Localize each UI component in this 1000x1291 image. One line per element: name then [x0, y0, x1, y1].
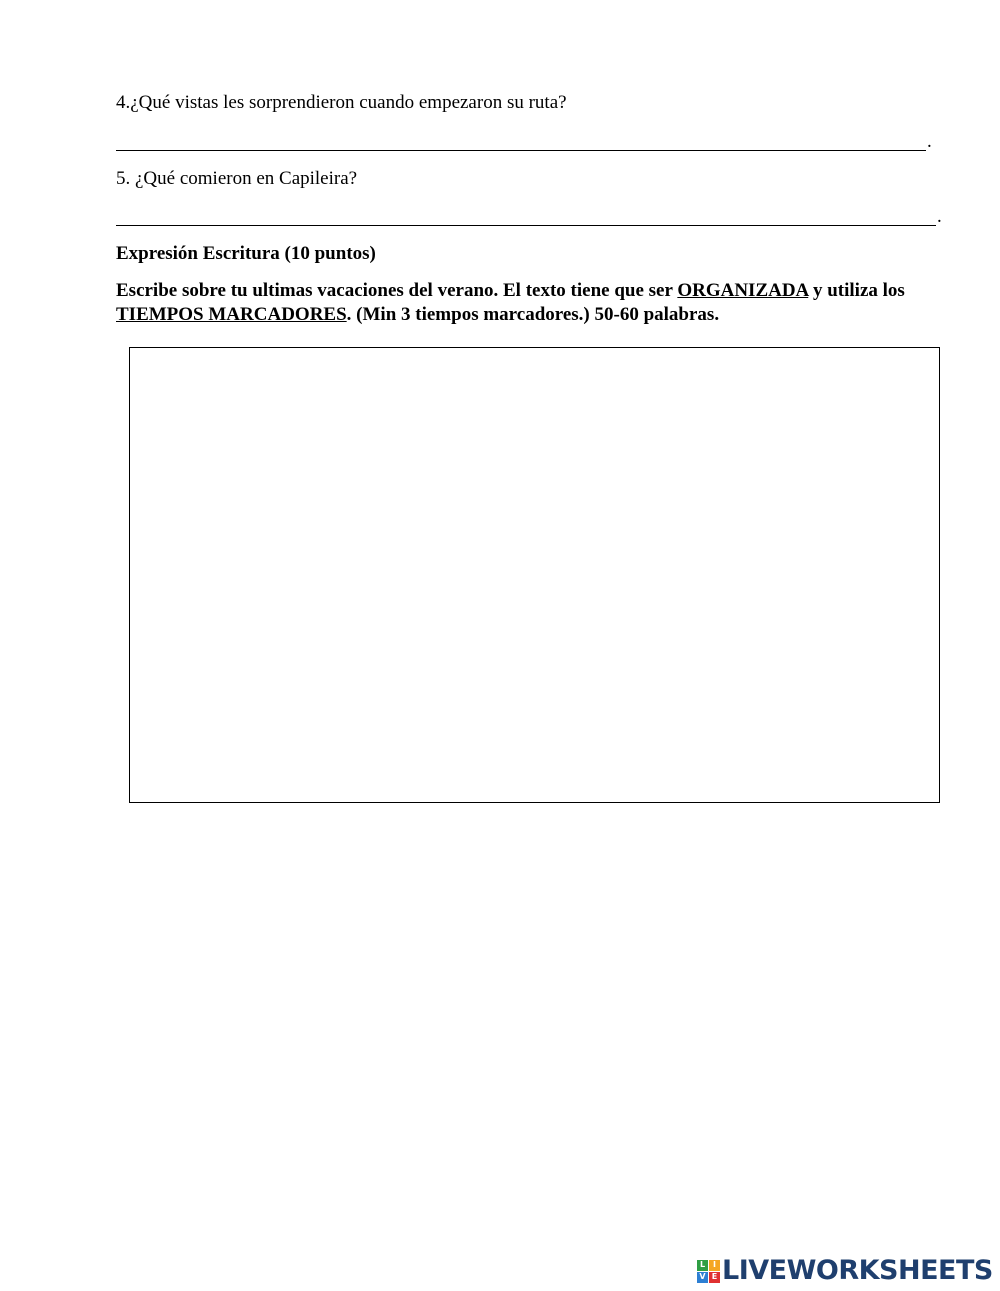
writing-prompt-line-2: [116, 304, 719, 326]
answer-line-4-end: .: [927, 131, 932, 152]
liveworksheets-logo: [697, 1255, 993, 1287]
prompt-text-2: y utiliza los: [808, 280, 905, 301]
question-5: 5. ¿Qué comieron en Capileira?: [116, 168, 358, 189]
writing-prompt-line-1: [116, 280, 905, 302]
answer-line-5-end: .: [937, 206, 942, 227]
logo-letter-e: E: [709, 1272, 720, 1283]
prompt-text-3: . (Min 3 tiempos marcadores.) 50-60 palabras.: [346, 304, 720, 325]
section-heading: Expresión Escritura (10 puntos): [116, 243, 376, 264]
prompt-text-1: Escribe sobre tu ultimas vacaciones del verano. El texto tiene que ser: [116, 280, 678, 301]
logo-mark-icon: [697, 1260, 720, 1283]
logo-text: LIVEWORKSHEETS: [722, 1255, 993, 1286]
prompt-underline-organizada: ORGANIZADA: [677, 280, 809, 301]
writing-answer-box[interactable]: [129, 347, 940, 803]
answer-line-5[interactable]: [116, 225, 936, 226]
question-4: 4.¿Qué vistas les sorprendieron cuando empezaron su ruta?: [116, 92, 567, 113]
logo-letter-l: L: [697, 1260, 708, 1271]
logo-letter-i: I: [709, 1260, 720, 1271]
answer-line-4[interactable]: [116, 150, 926, 151]
logo-letter-v: V: [697, 1272, 708, 1283]
prompt-underline-tiempos: TIEMPOS MARCADORES: [116, 304, 347, 325]
